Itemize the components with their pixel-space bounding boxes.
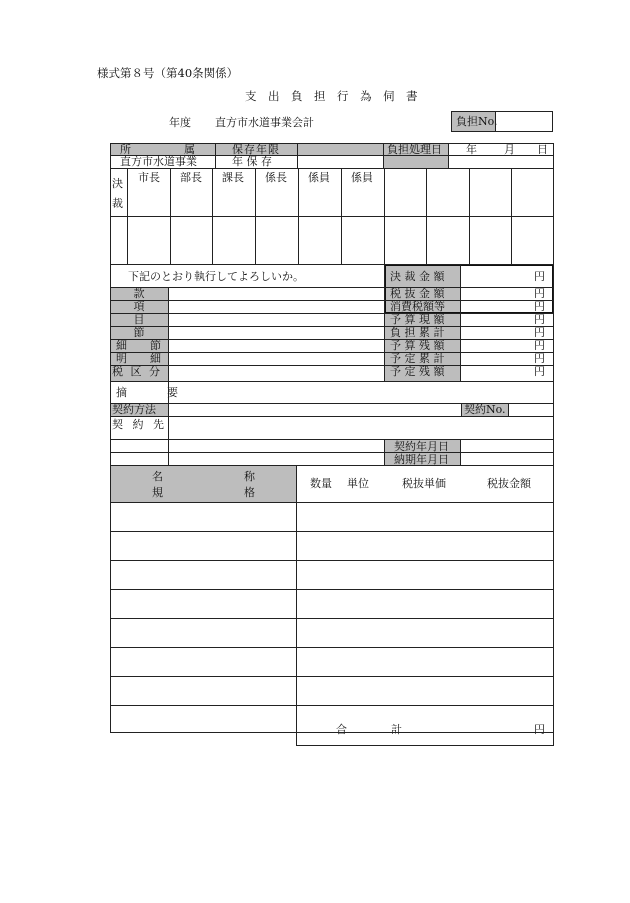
amount-unit-obligation-total: 円 <box>534 326 545 339</box>
amount-unit-budget-current: 円 <box>534 313 545 326</box>
amount-unit-budget-remaining: 円 <box>534 339 545 352</box>
grid-line <box>448 143 449 168</box>
amount-label-planned-total: 予 定 累 計 <box>390 352 445 365</box>
items-header-spec-2: 格 <box>244 486 255 499</box>
approval-label-bottom: 裁 <box>112 197 123 210</box>
approval-role-staff-2: 係員 <box>351 171 373 184</box>
grid-line <box>297 143 298 168</box>
total-label: 合 計 <box>336 723 402 736</box>
items-header-quantity: 数量 <box>310 477 332 490</box>
grid-line <box>508 403 509 416</box>
obligation-no-label: 負担No. <box>456 115 498 128</box>
grid-line <box>110 352 554 353</box>
left-row-tax-class: 税 区 分 <box>112 365 162 378</box>
amount-unit-approved: 円 <box>534 270 545 283</box>
amount-unit-excl-tax: 円 <box>534 287 545 300</box>
approval-role-director: 部長 <box>180 171 202 184</box>
items-header-spec-1: 規 <box>152 486 163 499</box>
grid-line <box>460 264 461 381</box>
items-header-gray <box>110 465 296 502</box>
left-row-kou: 項 <box>133 300 145 313</box>
items-header-name-1: 名 <box>152 470 163 483</box>
grid-line <box>511 168 512 264</box>
grid-line <box>110 300 554 301</box>
grid-line <box>170 168 171 264</box>
accounting-unit: 直方市水道事業会計 <box>215 116 314 129</box>
obligation-no-label-cell <box>451 111 496 132</box>
left-row-kan: 款 <box>133 287 145 300</box>
approval-role-mayor: 市長 <box>138 171 160 184</box>
grid-line <box>296 745 554 746</box>
grid-line <box>255 168 256 264</box>
amount-label-budget-remaining: 予 算 残 額 <box>390 339 445 352</box>
department-label: 所 属 <box>120 143 200 156</box>
approval-role-unit-chief: 係長 <box>265 171 287 184</box>
grid-line <box>460 439 461 465</box>
header-gray-mid <box>297 143 383 155</box>
retention-label: 保存年限 <box>232 143 280 156</box>
grid-line <box>110 365 554 366</box>
grid-line <box>553 143 554 738</box>
contract-method-label: 契約方法 <box>112 403 156 416</box>
grid-line <box>469 168 470 264</box>
amount-label-consumption-tax: 消費税額等 <box>390 300 445 313</box>
grid-line <box>383 143 384 168</box>
left-row-saisetsu: 細 節 <box>116 339 167 352</box>
fiscal-year-label: 年度 <box>169 116 191 129</box>
items-header-unit-price: 税抜単価 <box>402 477 446 490</box>
contract-date-label: 契約年月日 <box>394 440 449 453</box>
processing-date-day: 日 <box>537 143 548 156</box>
left-row-moku: 目 <box>133 313 145 326</box>
grid-line <box>110 589 554 590</box>
header-gray-blank-2 <box>383 155 448 168</box>
grid-line <box>298 168 299 264</box>
grid-line <box>110 143 111 732</box>
amount-label-planned-remaining: 予 定 残 額 <box>390 365 445 378</box>
approval-role-section-chief: 課長 <box>222 171 244 184</box>
amount-label-approved: 決 裁 金 額 <box>390 270 445 283</box>
form-number: 様式第８号（第40条関係） <box>97 66 239 80</box>
amount-label-excl-tax: 税 抜 金 額 <box>390 287 445 300</box>
grid-line <box>110 452 554 453</box>
department-value: 直方市水道事業 <box>120 155 197 168</box>
form-title: 支 出 負 担 行 為 伺 書 <box>245 89 418 103</box>
grid-line <box>110 676 554 677</box>
delivery-date-label: 納期年月日 <box>394 453 449 466</box>
items-header-unit: 単位 <box>347 477 369 490</box>
grid-line <box>127 168 128 264</box>
grid-line <box>296 732 297 745</box>
contract-no-label: 契約No. <box>464 403 506 416</box>
grid-line <box>426 168 427 264</box>
grid-line <box>110 647 554 648</box>
grid-line <box>110 264 554 265</box>
grid-line <box>110 618 554 619</box>
contractor-label: 契 約 先 <box>112 418 167 431</box>
grid-line <box>110 560 554 561</box>
grid-line <box>110 403 554 404</box>
retention-value: 年 保 存 <box>232 155 272 168</box>
items-header-name-2: 称 <box>244 470 255 483</box>
grid-line <box>110 439 554 440</box>
summary-label: 摘 要 <box>116 386 184 399</box>
grid-line <box>110 339 554 340</box>
grid-line <box>553 732 554 745</box>
approved-amount-box <box>384 264 554 314</box>
grid-line <box>215 143 216 168</box>
amount-unit-planned-total: 円 <box>534 352 545 365</box>
grid-line <box>384 168 385 264</box>
grid-line <box>110 416 554 417</box>
grid-line <box>341 168 342 264</box>
grid-line <box>168 381 169 465</box>
grid-line <box>110 287 554 288</box>
grid-line <box>384 264 385 381</box>
amount-label-obligation-total: 負 担 累 計 <box>390 326 445 339</box>
grid-line <box>110 216 554 217</box>
grid-line <box>110 531 554 532</box>
left-row-meisai: 明 細 <box>116 352 167 365</box>
amount-label-budget-current: 予 算 現 額 <box>390 313 445 326</box>
grid-line <box>296 465 297 738</box>
approval-label-top: 決 <box>112 177 123 190</box>
grid-line <box>461 403 462 416</box>
grid-line <box>110 465 554 466</box>
approval-role-staff-1: 係員 <box>308 171 330 184</box>
form-grid <box>110 143 554 738</box>
items-header-amount: 税抜金額 <box>487 477 531 490</box>
amount-unit-planned-remaining: 円 <box>534 365 545 378</box>
grid-line <box>384 439 385 465</box>
left-row-setsu: 節 <box>133 326 145 339</box>
grid-line <box>212 168 213 264</box>
obligation-no-field[interactable] <box>495 111 553 132</box>
grid-line <box>110 313 554 314</box>
processing-date-year: 年 <box>466 143 477 156</box>
grid-line <box>110 326 554 327</box>
grid-line <box>110 705 554 706</box>
grid-line <box>110 732 554 733</box>
request-text: 下記のとおり執行してよろしいか。 <box>128 270 304 283</box>
grid-line <box>168 287 169 381</box>
processing-date-label: 負担処理日 <box>387 143 442 156</box>
grid-line <box>110 155 554 156</box>
grid-line <box>110 502 554 503</box>
grid-line <box>110 381 554 382</box>
total-unit: 円 <box>534 723 545 736</box>
processing-date-month: 月 <box>504 143 515 156</box>
grid-line <box>110 143 554 144</box>
grid-line <box>110 168 554 169</box>
amount-unit-consumption-tax: 円 <box>534 300 545 313</box>
